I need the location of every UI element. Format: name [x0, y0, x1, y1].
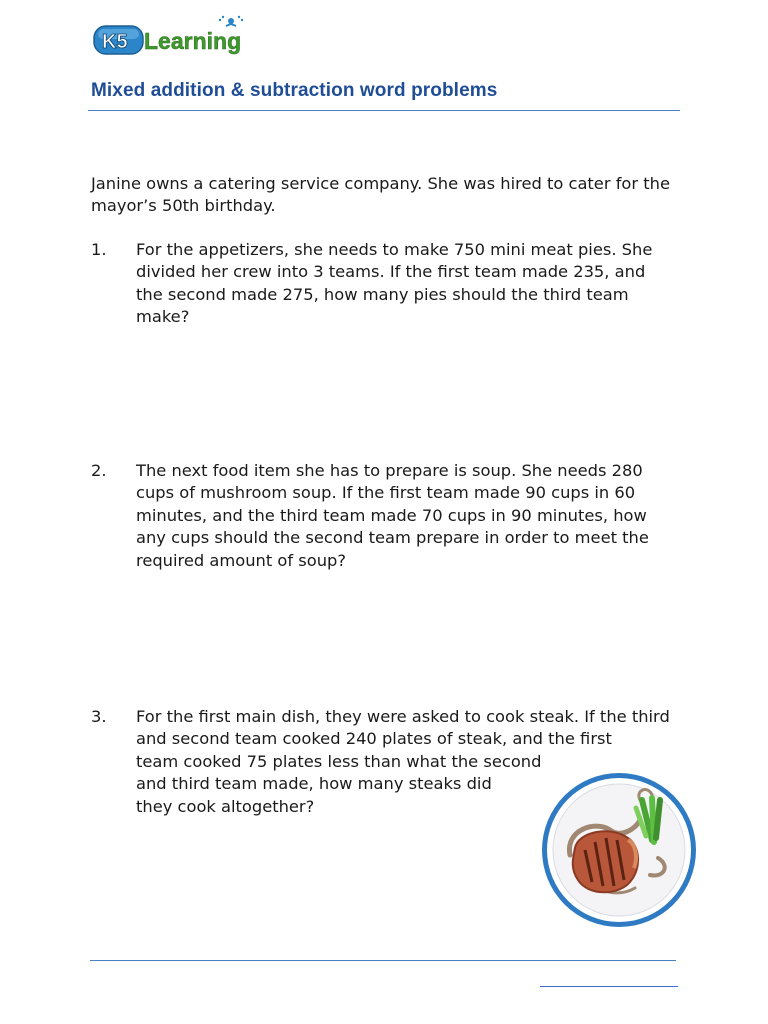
problem-number: 1. — [91, 240, 107, 259]
problem-number: 2. — [91, 461, 107, 480]
problem-text-line: and third team made, how many steaks did — [136, 774, 492, 794]
problem-text-line: and second team cooked 240 plates of steak, and the first — [136, 729, 612, 749]
problem-text-line: they cook altogether? — [136, 796, 315, 816]
footer-divider — [90, 960, 676, 961]
page-title: Mixed addition & subtraction word problems — [91, 80, 498, 101]
intro-paragraph: Janine owns a catering service company. She was hired to cater for the mayor’s 50th birthday. — [91, 174, 670, 216]
problem-text: The next food item she has to prepare is soup. She needs 280 cups of mushroom soup. If the first team made 90 cups in 60 minutes, and the third team made 70 cups in 90 minutes, how any cups should the second team prepare in order to meet the required amount of soup? — [136, 461, 649, 570]
problem-text-line: team cooked 75 plates less than what the second — [136, 751, 542, 771]
svg-text:Learning: Learning — [144, 28, 242, 54]
problem-text: For the appetizers, she needs to make 750 mini meat pies. She divided her crew into 3 teams. If the first team made 235, and the second made 275, how many pies should the third team make? — [136, 240, 653, 327]
steak-plate-illustration — [540, 770, 698, 930]
svg-text:K5: K5 — [102, 31, 128, 53]
k5-learning-logo — [92, 14, 262, 60]
problem-text-line: For the first main dish, they were asked to cook steak. If the third — [136, 707, 670, 726]
problem-number: 3. — [91, 707, 107, 726]
title-divider — [88, 110, 680, 111]
footer-link-underline[interactable] — [540, 986, 678, 987]
